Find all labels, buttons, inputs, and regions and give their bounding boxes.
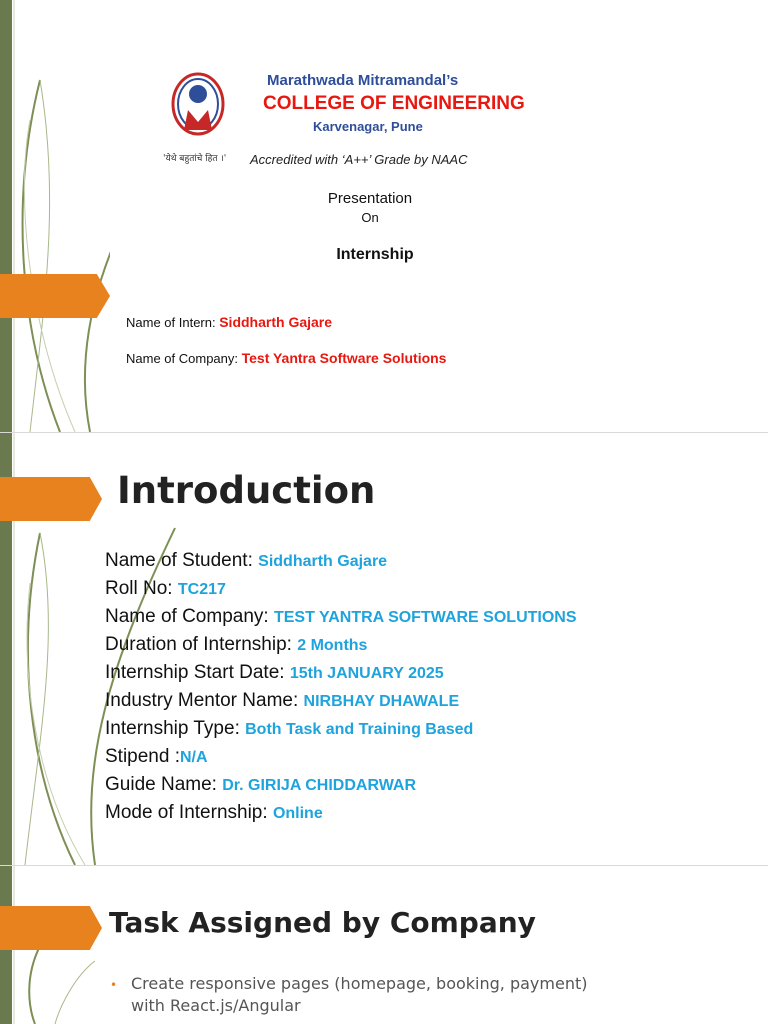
detail-label: Mode of Internship: [105, 802, 273, 823]
college-location: Karvenagar, Pune [313, 119, 423, 134]
introduction-slide [0, 433, 768, 865]
college-logo [170, 72, 226, 144]
detail-label: Industry Mentor Name: [105, 690, 304, 711]
accreditation-text: Accredited with ‘A++’ Grade by NAAC [250, 152, 468, 167]
detail-value: NIRBHAY DHAWALE [303, 693, 460, 710]
topic-title: Internship [336, 246, 414, 263]
company-name-line [126, 350, 446, 366]
detail-value: Siddharth Gajare [258, 553, 388, 570]
detail-label: Roll No: [105, 578, 178, 599]
detail-row [105, 631, 577, 659]
detail-value: Dr. GIRIJA CHIDDARWAR [222, 777, 417, 794]
internship-details-list [105, 547, 577, 827]
detail-row [105, 547, 577, 575]
detail-label: Stipend : [105, 746, 180, 767]
detail-value: N/A [180, 749, 208, 766]
slide-title: Introduction [117, 469, 376, 512]
college-name: COLLEGE OF ENGINEERING [263, 93, 525, 114]
college-line-1: Marathwada Mitramandal’s [267, 72, 459, 89]
orange-arrow-marker [0, 274, 110, 318]
detail-row [105, 743, 577, 771]
detail-value: Both Task and Training Based [245, 721, 474, 738]
detail-row [105, 799, 577, 827]
detail-value: 15th JANUARY 2025 [289, 665, 444, 682]
detail-label: Name of Company: [105, 606, 274, 627]
detail-label: Duration of Internship: [105, 634, 298, 655]
on-label: On [361, 210, 379, 225]
detail-row [105, 771, 577, 799]
task-bullet-text: Create responsive pages (homepage, booking, payment) with React.js/Angular [131, 974, 588, 1015]
detail-value: TEST YANTRA SOFTWARE SOLUTIONS [273, 609, 577, 626]
detail-label: Name of Student: [105, 550, 259, 571]
detail-label: Guide Name: [105, 774, 223, 795]
detail-label: Internship Type: [105, 718, 246, 739]
detail-value: 2 Months [297, 637, 368, 654]
task-slide [0, 866, 768, 1024]
bullet-marker: • [110, 978, 118, 992]
detail-value: TC217 [177, 581, 226, 598]
company-value: Test Yantra Software Solutions [241, 350, 447, 366]
orange-arrow-marker [0, 906, 102, 950]
detail-label: Internship Start Date: [105, 662, 290, 683]
company-label: Name of Company: [126, 351, 242, 366]
college-motto: 'येथे बहुतांचे हित ।' [163, 154, 227, 164]
detail-row [105, 603, 577, 631]
detail-value: Online [272, 805, 323, 822]
presentation-label: Presentation [327, 190, 413, 207]
detail-row [105, 687, 577, 715]
detail-row [105, 575, 577, 603]
detail-row [105, 659, 577, 687]
intern-label: Name of Intern: [126, 315, 220, 330]
orange-arrow-marker [0, 477, 102, 521]
detail-row [105, 715, 577, 743]
title-slide [0, 0, 768, 432]
intern-name-line [126, 314, 332, 330]
intern-value: Siddharth Gajare [219, 314, 333, 330]
slide-title: Task Assigned by Company [109, 906, 536, 939]
